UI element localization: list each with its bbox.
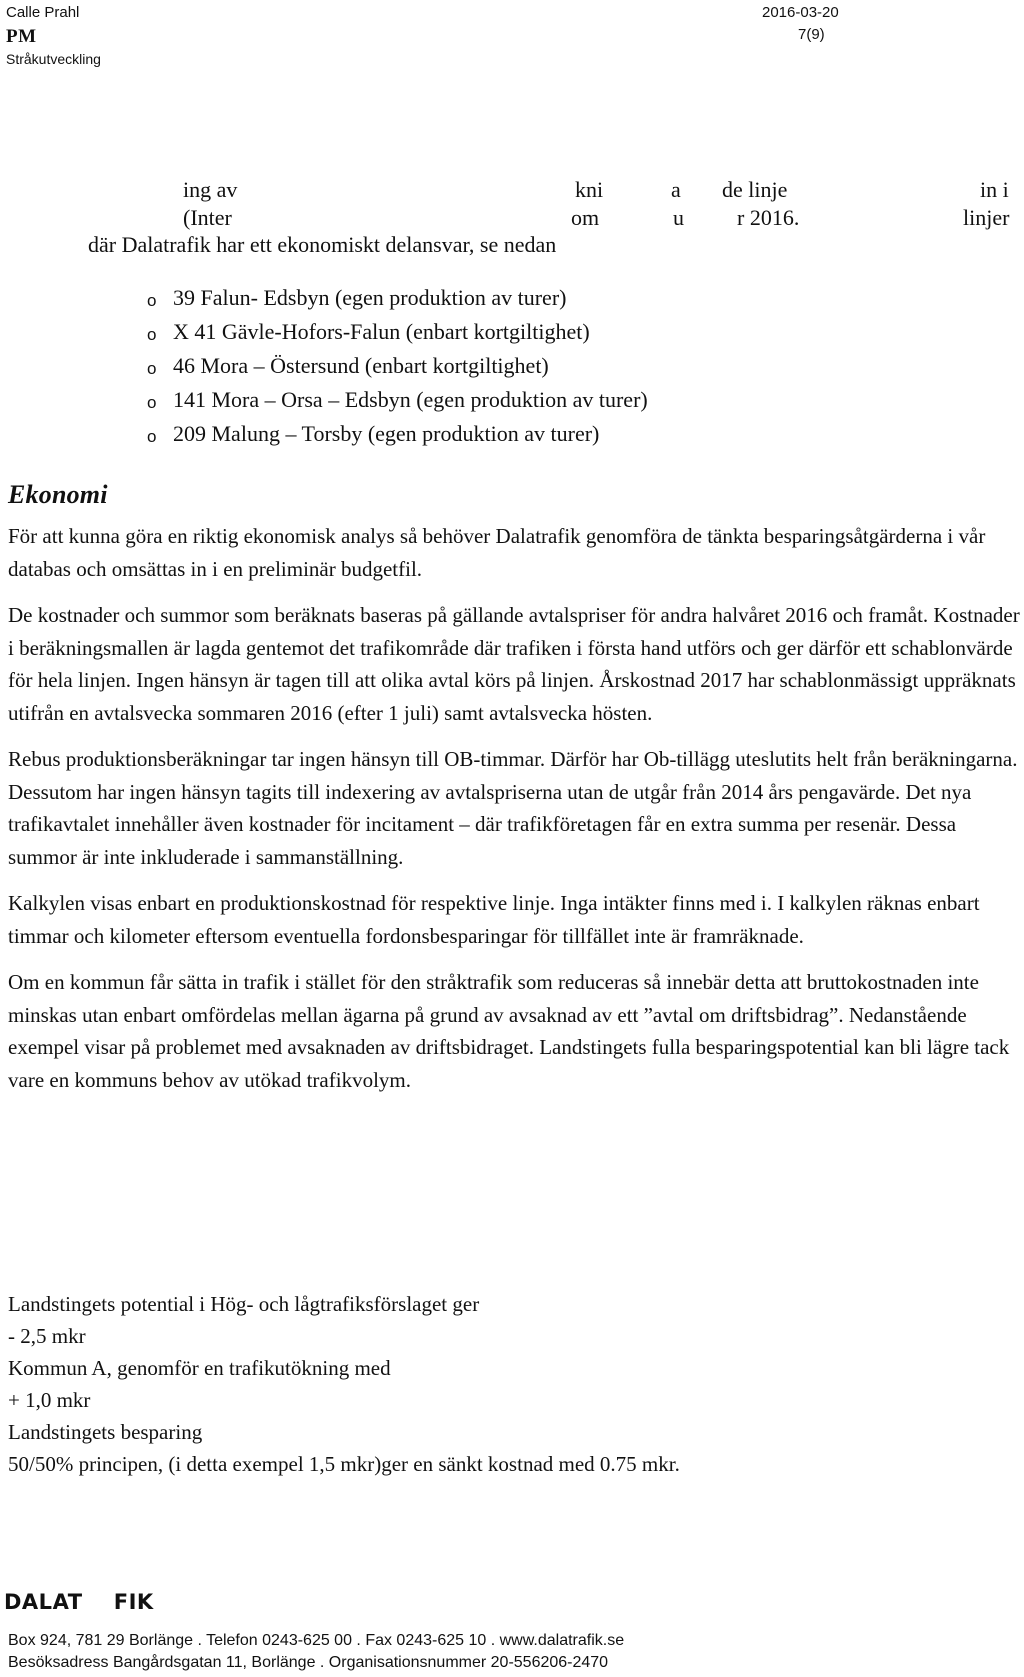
body-paragraph: För att kunna göra en riktig ekonomisk analys så behöver Dalatrafik genomföra de tänkta besparingsåtgärderna i vår databas och omsättas in i en preliminär budgetfil. — [8, 524, 986, 581]
body-paragraph: Rebus produktionsberäkningar tar ingen hänsyn till OB-timmar. Därför har Ob-tillägg uteslutits helt från beräkningarna. Dessutom har ingen hänsyn tagits till indexering av avtalspriserna utan de utgår från 2014 års pengavärde. Det nya trafikavtalet innehåller även kostnader för incitament – där trafikföretagen får en extra summa per resenär. Dessa summor är inte inkluderade i sammanställning. — [8, 747, 1018, 869]
calc-line: - 2,5 mkr — [8, 1324, 86, 1348]
intro-fragment: a — [671, 177, 681, 202]
calc-line: 50/50% principen, (i detta exempel 1,5 mkr)ger en sänkt kostnad med 0.75 mkr. — [8, 1452, 680, 1476]
footer-line: Besöksadress Bangårdsgatan 11, Borlänge . Organisationsnummer 20-556206-2470 — [8, 1654, 609, 1671]
calculation-example — [8, 1288, 680, 1480]
document-type: PM — [6, 26, 37, 47]
list-item — [147, 282, 648, 316]
body-paragraph: Om en kommun får sätta in trafik i stället för den stråktrafik som reduceras så innebär detta att bruttokostnaden inte minskas utan enbart omfördelas mellan ägarna på grund av avsaknad av ett ”avtal om driftsbidrag”. Nedanstående exempel visar på problemet med avsaknaden av driftsbidraget. Landstingets fulla besparingspotential kan bli lägre tack vare en kommuns behov av utökad trafikvolym. — [8, 970, 1010, 1092]
list-item — [147, 418, 648, 452]
intro-fragment: r 2016. — [737, 205, 800, 230]
document-header-right — [762, 4, 839, 43]
intro-line: där Dalatrafik har ett ekonomiskt delansvar, se nedan — [88, 232, 557, 257]
list-item — [147, 350, 648, 384]
document-date: 2016-03-20 — [762, 4, 839, 21]
bullet-marker: o — [147, 325, 157, 344]
body-paragraph: Kalkylen visas enbart en produktionskostnad för respektive linje. Inga intäkter finns med i. I kalkylen räknas enbart timmar och kilometer eftersom eventuella fordonsbesparingar för tillfället inte är framräknade. — [8, 891, 980, 948]
bullet-marker: o — [147, 393, 157, 412]
calc-line: Landstingets potential i Hög- och lågtrafiksförslaget ger — [8, 1292, 480, 1316]
list-item — [147, 384, 648, 418]
bullet-marker: o — [147, 427, 157, 446]
intro-fragment: kni — [575, 177, 604, 202]
calc-line: Kommun A, genomför en trafikutökning med — [8, 1356, 391, 1380]
page-number: 7(9) — [798, 26, 825, 43]
ekonomi-section — [8, 480, 1020, 1110]
document-subject: Stråkutveckling — [6, 50, 101, 67]
bullet-marker: o — [147, 291, 157, 310]
list-item-text: X 41 Gävle-Hofors-Falun (enbart kortgiltighet) — [173, 319, 590, 344]
footer-address — [8, 1630, 624, 1674]
dalatrafik-logo: DALAT FIK — [4, 1590, 154, 1614]
bullet-marker: o — [147, 359, 157, 378]
intro-fragment: de linje — [722, 177, 788, 202]
document-header-left — [6, 4, 101, 68]
intro-fragment: u — [673, 205, 684, 230]
intro-fragment: in i — [980, 177, 1009, 202]
author-name: Calle Prahl — [6, 4, 80, 21]
calc-line: Landstingets besparing — [8, 1420, 203, 1444]
footer-line: Box 924, 781 29 Borlänge . Telefon 0243-625 00 . Fax 0243-625 10 . www.dalatrafik.se — [8, 1632, 625, 1649]
intro-fragment: ing av — [183, 177, 238, 202]
intro-fragment: (Inter — [183, 205, 232, 230]
section-heading: Ekonomi — [8, 480, 108, 509]
list-item-text: 46 Mora – Östersund (enbart kortgiltighet) — [173, 353, 549, 378]
list-item-text: 209 Malung – Torsby (egen produktion av turer) — [173, 421, 600, 446]
list-item — [147, 316, 648, 350]
body-paragraph: De kostnader och summor som beräknats baseras på gällande avtalspriser för andra halvåret 2016 och framåt. Kostnader i beräkningsmallen är lagda gentemot det trafikområde där trafiken i första hand utförs och ger därför ett schablonvärde för hela linjen. Ingen hänsyn är tagen till att olika avtal körs på linjen. Årskostnad 2017 har schablonmässigt uppräknats utifrån en avtalsvecka sommaren 2016 (efter 1 juli) samt avtalsvecka hösten. — [8, 603, 1020, 725]
list-item-text: 39 Falun- Edsbyn (egen produktion av turer) — [173, 285, 567, 310]
list-item-text: 141 Mora – Orsa – Edsbyn (egen produktion av turer) — [173, 387, 648, 412]
line-list — [147, 282, 648, 452]
calc-line: + 1,0 mkr — [8, 1388, 91, 1412]
intro-fragment: linjer — [963, 205, 1010, 230]
intro-fragment: om — [571, 205, 600, 230]
